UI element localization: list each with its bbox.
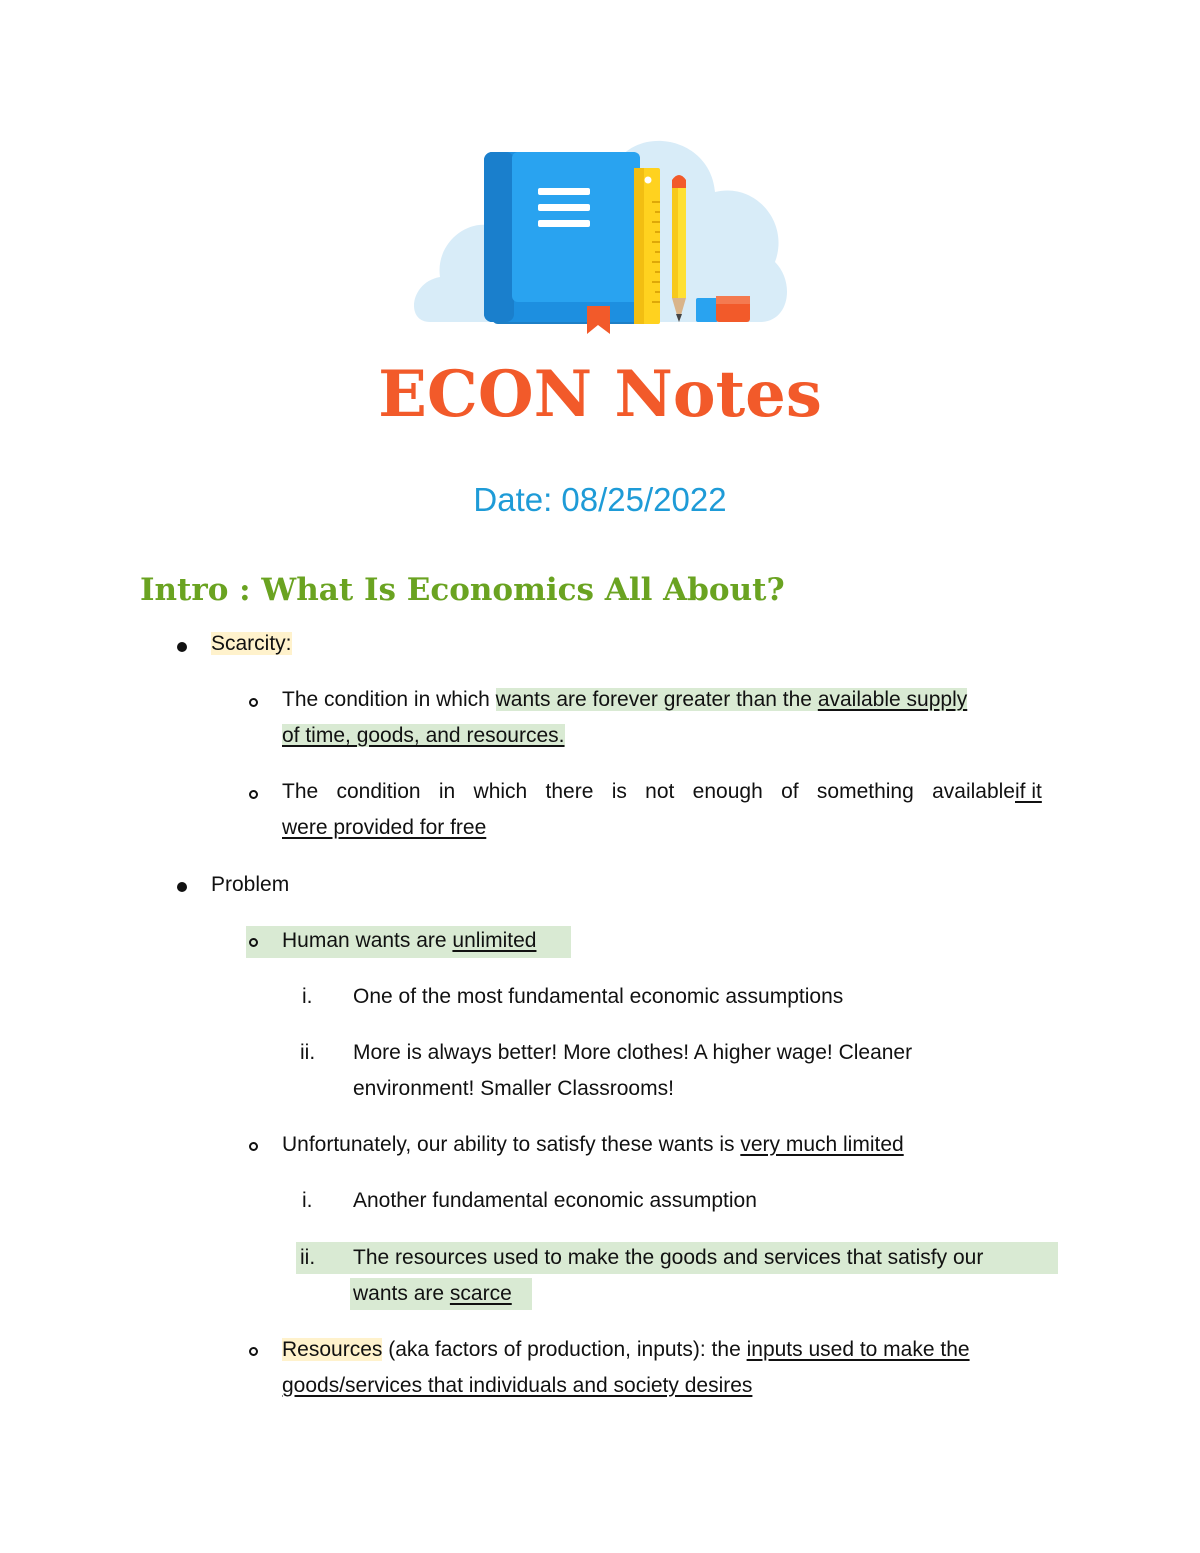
bullet-scarcity bbox=[211, 626, 292, 662]
scarcity-label: Scarcity: bbox=[211, 632, 292, 655]
resources-line2: goods/services that individuals and society desires bbox=[282, 1374, 753, 1397]
wants-sub-2-line2: environment! Smaller Classrooms! bbox=[353, 1077, 674, 1100]
bullet-circle bbox=[249, 790, 258, 799]
bullet-circle bbox=[249, 938, 258, 947]
bullet-problem: Problem bbox=[211, 873, 290, 896]
scarcity-definition-2-line1: The condition in which there is not enough of something availableif it bbox=[282, 780, 1042, 803]
roman-marker: ii. bbox=[300, 1246, 316, 1269]
eraser-icon bbox=[696, 296, 750, 322]
roman-marker: ii. bbox=[300, 1041, 316, 1064]
scarcity-definition-2-line2: were provided for free bbox=[282, 816, 487, 839]
ability-line: Unfortunately, our ability to satisfy these wants is very much limited bbox=[282, 1133, 904, 1156]
scarcity-definition-1-line1: The condition in which wants are forever greater than the available supply bbox=[282, 688, 968, 711]
book-icon bbox=[484, 152, 640, 334]
ruler-icon bbox=[634, 168, 660, 324]
pencil-icon bbox=[672, 175, 686, 322]
bullet-disc bbox=[177, 642, 187, 652]
bullet-disc bbox=[177, 882, 187, 892]
scarcity-definition-1-line2: of time, goods, and resources. bbox=[282, 724, 565, 747]
ability-sub-2-line1: The resources used to make the goods and services that satisfy our bbox=[353, 1246, 984, 1269]
wants-sub-1: One of the most fundamental economic assumptions bbox=[353, 985, 844, 1008]
document-title: ECON Notes bbox=[378, 357, 822, 432]
section-heading: Intro : What Is Economics All About? bbox=[140, 572, 785, 608]
roman-marker: i. bbox=[302, 985, 313, 1008]
document-date: Date: 08/25/2022 bbox=[473, 481, 727, 518]
ability-sub-2-line2: wants are scarce bbox=[353, 1282, 512, 1305]
bullet-circle bbox=[249, 698, 258, 707]
human-wants-line: Human wants are unlimited bbox=[282, 929, 537, 952]
resources-line1: Resources (aka factors of production, inputs): the inputs used to make the bbox=[282, 1338, 970, 1361]
wants-sub-2-line1: More is always better! More clothes! A higher wage! Cleaner bbox=[353, 1041, 913, 1064]
ability-sub-1: Another fundamental economic assumption bbox=[353, 1189, 757, 1212]
roman-marker: i. bbox=[302, 1189, 313, 1212]
bullet-circle bbox=[249, 1347, 258, 1356]
bullet-circle bbox=[249, 1142, 258, 1151]
study-illustration bbox=[410, 122, 790, 337]
